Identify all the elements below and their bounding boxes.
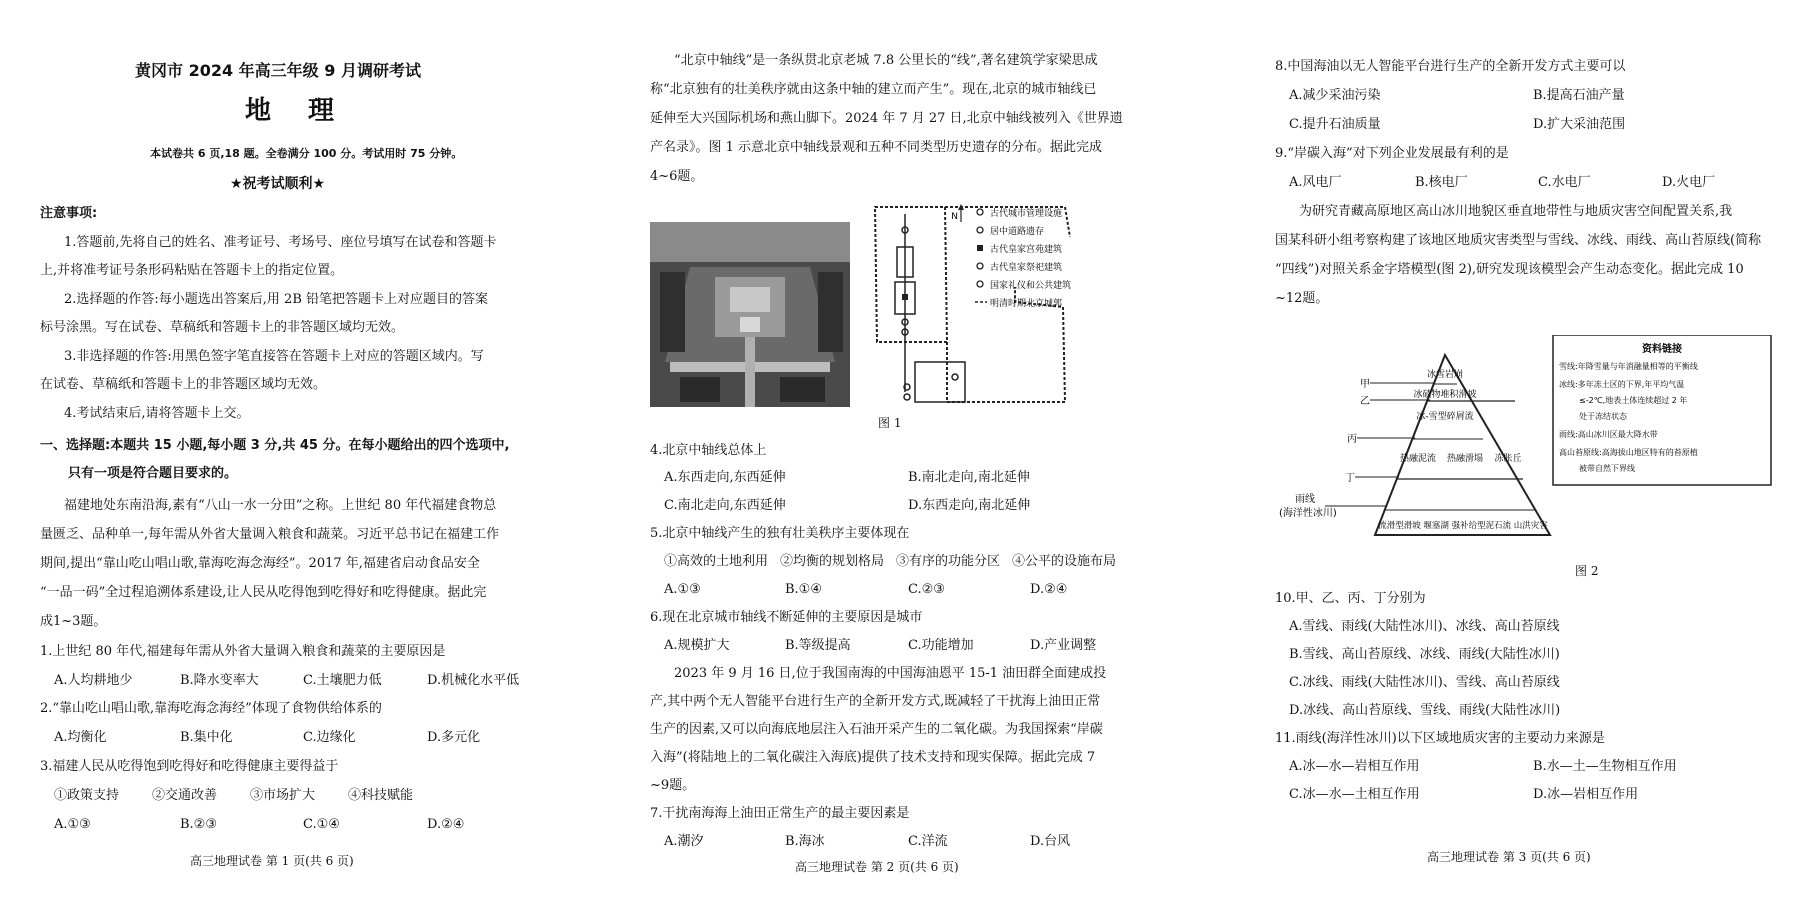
pyramid-diagram (1275, 335, 1775, 560)
info-box-tundraline-1: 高山苔原线:高海拔山地区特有的苔原植 (1559, 448, 1698, 457)
question-5: 5.北京中轴线产生的独有壮美秩序主要体现在 (650, 526, 910, 541)
info-box-title: 资料链接 (1642, 344, 1682, 355)
figure-2-caption: 图 2 (1575, 564, 1599, 578)
question-1: 1.上世纪 80 年代,福建每年需从外省大量调入粮食和蔬菜的主要原因是 (40, 644, 446, 659)
label-ding: 丁 (1345, 473, 1355, 484)
q4-option-a: A.东西走向,东西延伸 (664, 470, 786, 485)
q1-option-c: C.土壤肥力低 (303, 673, 382, 688)
subject-title: 地 理 (245, 96, 349, 126)
wish-text: ★祝考试顺利★ (230, 176, 326, 192)
legend-marker-2 (977, 227, 983, 233)
pyramid-level-5: 流滑型滑坡 堰塞湖 强补给型泥石流 山洪灾害 (1378, 521, 1548, 531)
question-8: 8.中国海油以无人智能平台进行生产的全新开发方式主要可以 (1275, 59, 1626, 74)
info-box-snowline: 雪线:年降雪量与年消融量相等的平衡线 (1559, 362, 1698, 371)
q6-option-d: D.产业调整 (1030, 638, 1097, 653)
q3-item-3: ③市场扩大 (250, 788, 316, 803)
q7-option-d: D.台风 (1030, 834, 1071, 849)
material-1-line3: 期间,提出“靠山吃山唱山歌,靠海吃海念海经”。2017 年,福建省启动食品安全 (40, 556, 480, 571)
material-4-line1: 为研究青藏高原地区高山冰川地貌区垂直地带性与地质灾害空间配置关系,我 (1299, 204, 1733, 219)
page-1 (40, 0, 580, 900)
legend-label-5: 国家礼仪和公共建筑 (990, 281, 1072, 291)
q9-option-b: B.核电厂 (1415, 175, 1468, 190)
info-box-iceline-1: 冰线:多年冻土区的下界,年平均气温 (1559, 380, 1685, 389)
q1-option-b: B.降水变率大 (180, 673, 259, 688)
notice-1b: 上,并将准考证号条形码粘贴在答题卡上的指定位置。 (40, 263, 344, 278)
q4-option-d: D.东西走向,南北延伸 (908, 498, 1031, 513)
q11-option-d: D.冰—岩相互作用 (1533, 787, 1639, 802)
notice-1a: 1.答题前,先将自己的姓名、准考证号、考场号、座位号填写在试卷和答题卡 (64, 235, 497, 250)
legend-marker-3 (977, 245, 983, 251)
q5-item-4: ④公平的设施布局 (1012, 554, 1117, 569)
q11-option-c: C.冰—水—土相互作用 (1289, 787, 1420, 802)
page-2 (650, 0, 1150, 900)
material-1-line5: 成1~3题。 (40, 614, 107, 629)
q2-option-c: C.边缘化 (303, 730, 356, 745)
pyramid-level-4b: 热融滑塌 (1446, 454, 1484, 464)
question-11: 11.雨线(海洋性冰川)以下区域地质灾害的主要动力来源是 (1275, 731, 1605, 746)
question-7: 7.干扰南海海上油田正常生产的最主要因素是 (650, 806, 910, 821)
material-3-line5: ~9题。 (650, 778, 696, 793)
label-yi: 乙 (1360, 396, 1370, 407)
q10-option-c: C.冰线、雨线(大陆性冰川)、雪线、高山苔原线 (1289, 675, 1560, 690)
pyramid-level-4c: 冻胀丘 (1494, 454, 1522, 464)
section-heading-2: 只有一项是符合题目要求的。 (68, 466, 238, 481)
q3-item-4: ④科技赋能 (348, 788, 414, 803)
notice-3a: 3.非选择题的作答:用黑色签字笔直接答在答题卡上对应的答题区域内。写 (64, 349, 484, 364)
pyramid-level-2: 冰碛物堆积滑坡 (1413, 390, 1477, 400)
q11-option-a: A.冰—水—岩相互作用 (1289, 759, 1420, 774)
legend-label-3: 古代皇家宫苑建筑 (990, 245, 1063, 255)
q10-option-d: D.冰线、高山苔原线、雪线、雨线(大陆性冰川) (1289, 703, 1561, 718)
material-2-line5: 4~6题。 (650, 169, 704, 184)
pyramid-level-3: 冰-雪型碎屑流 (1416, 412, 1474, 422)
info-box-iceline-3: 处于冻结状态 (1579, 412, 1627, 421)
material-4-line4: ~12题。 (1275, 291, 1329, 306)
material-2-line2: 称“北京独有的壮美秩序就由这条中轴的建立而产生”。现在,北京的城市轴线已 (650, 82, 1097, 97)
q2-option-d: D.多元化 (427, 730, 481, 745)
notice-4: 4.考试结束后,请将答题卡上交。 (64, 406, 250, 421)
q3-item-2: ②交通改善 (152, 788, 218, 803)
q2-option-a: A.均衡化 (54, 730, 107, 745)
q10-option-a: A.雪线、雨线(大陆性冰川)、冰线、高山苔原线 (1289, 619, 1560, 634)
legend-label-6: 明清时期北京城郭 (990, 299, 1063, 309)
q5-option-c: C.②③ (908, 582, 945, 597)
q10-option-b: B.雪线、高山苔原线、冰线、雨线(大陆性冰川) (1289, 647, 1560, 662)
material-1-line2: 量匮乏、品种单一,每年需从外省大量调入粮食和蔬菜。习近平总书记在福建工作 (40, 527, 500, 542)
label-jia: 甲 (1360, 379, 1370, 390)
notice-2a: 2.选择题的作答:每小题选出答案后,用 2B 铅笔把答题卡上对应题目的答案 (64, 292, 489, 307)
info-box (1553, 335, 1771, 485)
material-4-line3: “四线”)对照关系金字塔模型(图 2),研究发现该模型会产生动态变化。据此完成 10 (1275, 262, 1744, 277)
q7-option-b: B.海冰 (785, 834, 825, 849)
q1-option-d: D.机械化水平低 (427, 673, 520, 688)
material-3-line2: 产,其中两个无人智能平台进行生产的全新开发方式,既减轻了干扰海上油田正常 (650, 694, 1101, 709)
rain-line-sublabel: (海洋性冰川) (1279, 508, 1337, 519)
q3-option-a: A.①③ (54, 817, 91, 832)
q5-option-a: A.①③ (664, 582, 701, 597)
q6-option-c: C.功能增加 (908, 638, 974, 653)
legend-marker-1 (977, 209, 983, 215)
material-3-line3: 生产的因素,又可以向海底地层注入石油开采产生的二氧化碳。为我国探索“岸碳 (650, 722, 1103, 737)
info-box-rainline: 雨线:高山冰川区最大降水带 (1559, 430, 1658, 439)
legend-marker-4 (977, 263, 983, 269)
exam-title: 黄冈市 2024 年高三年级 9 月调研考试 (135, 61, 421, 80)
axis-aerial-photo (650, 222, 850, 407)
info-box-iceline-2: ≤-2℃,地表土体连续超过 2 年 (1579, 396, 1688, 405)
exam-info: 本试卷共 6 页,18 题。全卷满分 100 分。考试用时 75 分钟。 (150, 147, 463, 160)
material-2-line3: 延伸至大兴国际机场和燕山脚下。2024 年 7 月 27 日,北京中轴线被列入《世界遗 (650, 111, 1123, 126)
page-footer-1: 高三地理试卷 第 1 页(共 6 页) (190, 854, 354, 868)
q5-item-2: ②均衡的规划格局 (780, 554, 885, 569)
question-10: 10.甲、乙、丙、丁分别为 (1275, 591, 1426, 606)
page-3 (1275, 0, 1775, 900)
q3-option-c: C.①④ (303, 817, 340, 832)
q5-item-1: ①高效的土地利用 (664, 554, 769, 569)
notice-3b: 在试卷、草稿纸和答题卡上的非答题区域均无效。 (40, 377, 327, 392)
legend-label-4: 古代皇家祭祀建筑 (990, 263, 1063, 273)
q8-option-d: D.扩大采油范围 (1533, 117, 1626, 132)
q5-option-b: B.①④ (785, 582, 822, 597)
q3-item-1: ①政策支持 (54, 788, 120, 803)
question-2: 2.“靠山吃山唱山歌,靠海吃海念海经”体现了食物供给体系的 (40, 701, 382, 716)
q3-option-b: B.②③ (180, 817, 217, 832)
material-4-line2: 国某科研小组考察构建了该地区地质灾害类型与雪线、冰线、雨线、高山苔原线(简称 (1275, 233, 1762, 248)
pyramid-level-1: 冰雪岩崩 (1426, 370, 1464, 380)
q8-option-c: C.提升石油质量 (1289, 117, 1381, 132)
notice-heading: 注意事项: (40, 206, 98, 221)
pyramid-level-4a: 热融泥流 (1399, 454, 1437, 464)
q7-option-c: C.洋流 (908, 834, 948, 849)
material-1-line4: “一品一码”全过程追溯体系建设,让人民从吃得饱到吃得好和吃得健康。据此完 (40, 585, 487, 600)
material-2-line1: “北京中轴线”是一条纵贯北京老城 7.8 公里长的“线”,著名建筑学家梁思成 (674, 53, 1098, 68)
q11-option-b: B.水—土—生物相互作用 (1533, 759, 1677, 774)
legend-label-1: 古代城市管理设施 (990, 209, 1063, 219)
page-footer-3: 高三地理试卷 第 3 页(共 6 页) (1427, 850, 1591, 864)
question-4: 4.北京中轴线总体上 (650, 443, 767, 458)
q6-option-a: A.规模扩大 (664, 638, 730, 653)
legend-marker-5 (977, 281, 983, 287)
q4-option-b: B.南北走向,南北延伸 (908, 470, 1030, 485)
q4-option-c: C.南北走向,东西延伸 (664, 498, 786, 513)
q8-option-b: B.提高石油产量 (1533, 88, 1625, 103)
q3-option-d: D.②④ (427, 817, 465, 832)
label-bing: 丙 (1347, 434, 1357, 445)
north-label: N (951, 212, 958, 222)
material-1-line1: 福建地处东南沿海,素有“八山一水一分田”之称。上世纪 80 年代福建食物总 (64, 498, 497, 513)
q5-option-d: D.②④ (1030, 582, 1068, 597)
q5-item-3: ③有序的功能分区 (896, 554, 1001, 569)
rain-line-label: 雨线 (1295, 494, 1315, 505)
info-box-tundraline-2: 被带自然下界线 (1579, 464, 1635, 473)
q8-option-a: A.减少采油污染 (1289, 88, 1381, 103)
q6-option-b: B.等级提高 (785, 638, 851, 653)
question-3: 3.福建人民从吃得饱到吃得好和吃得健康主要得益于 (40, 759, 339, 774)
q7-option-a: A.潮汐 (664, 834, 704, 849)
question-9: 9.“岸碳入海”对下列企业发展最有利的是 (1275, 146, 1509, 161)
figure-1-caption: 图 1 (878, 416, 902, 430)
material-2-line4: 产名录》。图 1 示意北京中轴线景观和五种不同类型历史遗存的分布。据此完成 (650, 140, 1103, 155)
question-6: 6.现在北京城市轴线不断延伸的主要原因是城市 (650, 610, 923, 625)
notice-2b: 标号涂黑。写在试卷、草稿纸和答题卡上的非答题区域均无效。 (40, 320, 405, 335)
material-3-line4: 入海”(将陆地上的二氧化碳注入海底)提供了技术支持和现实保障。据此完成 7 (650, 750, 1096, 765)
page-footer-2: 高三地理试卷 第 2 页(共 6 页) (795, 860, 959, 874)
q9-option-c: C.水电厂 (1538, 175, 1591, 190)
legend-label-2: 居中道路遗存 (990, 227, 1045, 237)
axis-map (865, 202, 1150, 412)
q1-option-a: A.人均耕地少 (54, 673, 133, 688)
q9-option-d: D.火电厂 (1662, 175, 1716, 190)
section-heading: 一、选择题:本题共 15 小题,每小题 3 分,共 45 分。在每小题给出的四个选项中, (40, 438, 510, 453)
q2-option-b: B.集中化 (180, 730, 233, 745)
q9-option-a: A.风电厂 (1289, 175, 1342, 190)
material-3-line1: 2023 年 9 月 16 日,位于我国南海的中国海油恩平 15-1 油田群全面建成投 (674, 666, 1107, 681)
